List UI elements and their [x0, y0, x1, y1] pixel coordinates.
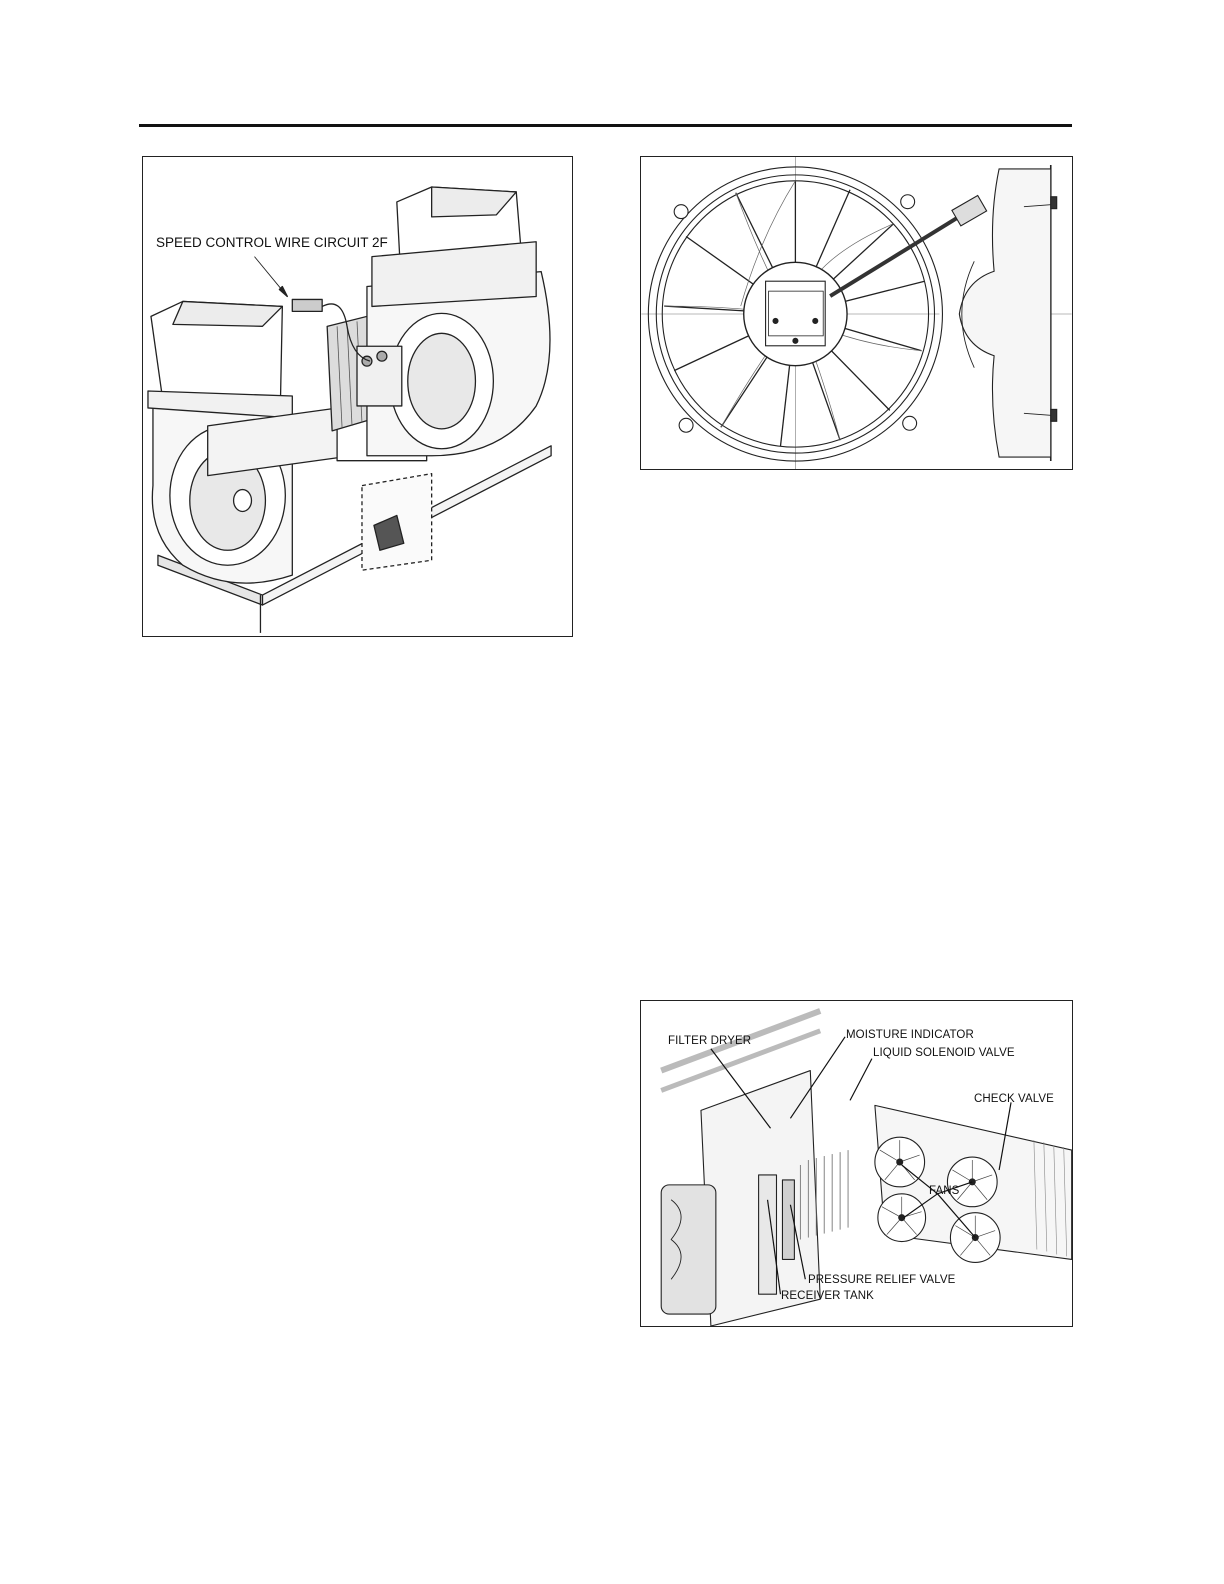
- liquid-solenoid-valve-callout: LIQUID SOLENOID VALVE: [873, 1047, 1015, 1059]
- filter-dryer-callout: FILTER DRYER: [668, 1035, 752, 1047]
- condenser-fan-figure: [640, 156, 1073, 470]
- moisture-indicator-callout: MOISTURE INDICATOR: [846, 1029, 974, 1041]
- condenser-components-figure: [640, 1000, 1073, 1327]
- condenser-fan-drawing: [641, 157, 1072, 469]
- pressure-relief-valve-callout: PRESSURE RELIEF VALVE: [808, 1274, 956, 1286]
- check-valve-callout: CHECK VALVE: [974, 1093, 1054, 1105]
- speed-control-wire-callout: SPEED CONTROL WIRE CIRCUIT 2F: [156, 235, 388, 250]
- receiver-tank-callout: RECEIVER TANK: [781, 1290, 874, 1302]
- blower-assembly-drawing: [143, 157, 572, 636]
- fans-callout: FANS: [929, 1185, 960, 1197]
- blower-assembly-figure: [142, 156, 573, 637]
- header-rule: [139, 124, 1072, 127]
